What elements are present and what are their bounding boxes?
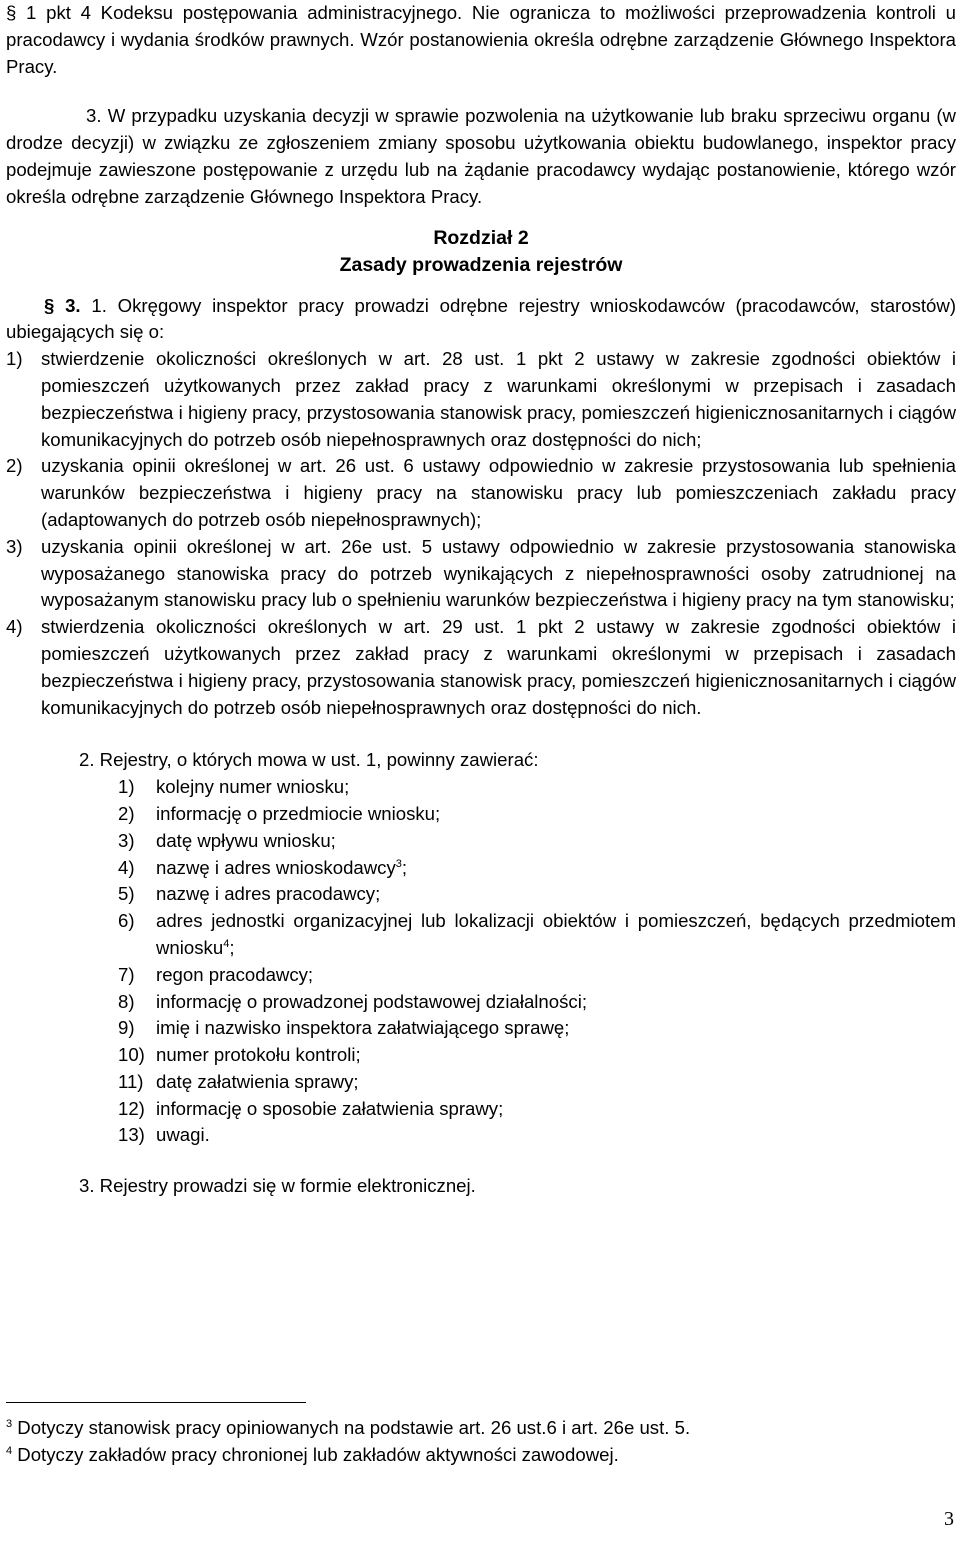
list-item-number: 2) [118, 802, 135, 824]
list-item-text: uzyskania opinii określonej w art. 26 ust. 6 ustawy odpowiednio w zakresie przystosowania lub spełnienia warunków bezpieczeństwa i higieny pracy na stanowisku pracy lub pomieszczeniach zakładu pracy (adaptowanych do potrzeb osób niepełnosprawnych); [41, 455, 956, 530]
footnote-3 [6, 1417, 690, 1439]
list-item-text: nazwę i adres wnioskodawcy [156, 856, 396, 878]
list-item [6, 614, 956, 721]
chapter-subtitle: Zasady prowadzenia rejestrów [339, 253, 623, 276]
list-item [118, 962, 956, 989]
list-item-number: 3) [118, 829, 135, 851]
list-item-text: adres jednostki organizacyjnej lub lokalizacji obiektów i pomieszczeń, będących przedmiotem wniosku [156, 910, 956, 958]
list-item-number: 10) [118, 1044, 145, 1066]
list-item [6, 453, 956, 533]
footnote-mark: 4 [6, 1445, 13, 1457]
list-item [118, 1122, 956, 1149]
footnote-4 [6, 1444, 619, 1466]
document-page [6, 0, 956, 1200]
registry-contents-list [6, 774, 956, 1149]
list-item-tail: ; [229, 936, 235, 958]
list-item-text: stwierdzenie okoliczności określonych w art. 28 ust. 1 pkt 2 ustawy w zakresie zgodności obiektów i pomieszczeń użytkowanych przez zakład pracy z warunkami określonymi w przepisach i zasadach bezpieczeństwa i higieny pracy, przystosowania stanowisk pracy, pomieszczeń higienicznosanitarnych i ciągów komunikacyjnych do potrzeb osób niepełnosprawnych oraz dostępności do nich; [41, 348, 956, 450]
list-item-number: 7) [118, 963, 135, 985]
list-item-number: 6) [118, 910, 135, 932]
intro-text: Okręgowy inspektor pracy prowadzi odrębne rejestry wnioskodawców (pracodawców, starostów) ubiegających się o: [6, 294, 957, 343]
footnote-separator [6, 1402, 306, 1403]
list-item-number: 2) [6, 455, 23, 477]
list-item-text: datę wpływu wniosku; [156, 829, 336, 851]
list-item-tail: ; [401, 856, 408, 878]
footnote-ref[interactable]: 3 [395, 857, 402, 870]
list-item-text: kolejny numer wniosku; [156, 776, 350, 798]
list-item-number: 4) [118, 856, 135, 878]
list-item-text: uwagi. [156, 1124, 210, 1146]
list-item-text: uzyskania opinii określonej w art. 26e ust. 5 ustawy odpowiednio w zakresie przystosowania stanowiska wyposażanego stanowiska pracy do potrzeb wynikających z niepełnosprawności osoby zatrudnionej na wyposażanym stanowisku pracy lub o spełnieniu warunków bezpieczeństwa i higieny pracy na tym stanowisku; [41, 535, 956, 611]
chapter-heading [6, 225, 956, 279]
list-item-text: regon pracodawcy; [156, 963, 314, 985]
list-item [118, 774, 956, 801]
footnote-text: Dotyczy zakładów pracy chronionej lub zakładów aktywności zawodowej. [12, 1444, 619, 1465]
paragraph-3: 3. W przypadku uzyskania decyzji w sprawie pozwolenia na użytkowanie lub braku sprzeciwu organu (w drodze decyzji) w związku ze zgłoszeniem zmiany sposobu użytkowania obiektu budowlanego, inspektor pracy podejmuje zawieszone postępowanie z urzędu lub na żądanie pracodawcy wydając postanowienie, którego wzór określa odrębne zarządzenie Głównego Inspektora Pracy. [6, 105, 956, 207]
list-item-number: 5) [118, 883, 135, 905]
applicant-registry-list [6, 346, 956, 721]
list-item-number: 1) [6, 348, 23, 370]
list-item [118, 881, 956, 908]
section-mark: § 3. [44, 294, 81, 316]
list-item-text: datę załatwienia sprawy; [156, 1070, 359, 1092]
list-item-text: informację o przedmiocie wniosku; [156, 802, 441, 824]
list-item [118, 908, 956, 962]
intro-number: 1. [91, 294, 107, 316]
list-item [118, 855, 956, 882]
list-item [118, 801, 956, 828]
list-item-text: nazwę i adres pracodawcy; [156, 883, 381, 905]
list-item-number: 8) [118, 990, 135, 1012]
list-item-text-wrap [156, 855, 956, 882]
list-item-number: 3) [6, 535, 23, 557]
list-item-number: 1) [118, 776, 135, 798]
top-paragraph: § 1 pkt 4 Kodeksu postępowania administracyjnego. Nie ogranicza to możliwości przeprowadzenia kontroli u pracodawcy i wydania środków prawnych. Wzór postanowienia określa odrębne zarządzenie Głównego Inspektora Pracy. [6, 2, 956, 77]
footnote-mark: 3 [6, 1418, 13, 1430]
list-item [118, 1015, 956, 1042]
paragraph-2: 2. Rejestry, o których mowa w ust. 1, powinny zawierać: [79, 749, 539, 771]
list-item-number: 9) [118, 1017, 135, 1039]
list-item [6, 534, 956, 614]
list-item-text-wrap [156, 908, 956, 962]
list-item-number: 12) [118, 1097, 145, 1119]
list-item-text: imię i nazwisko inspektora załatwiającego sprawę; [156, 1017, 570, 1039]
list-item [6, 346, 956, 453]
list-item [118, 1042, 956, 1069]
section-3-intro [6, 293, 956, 347]
list-item [118, 1069, 956, 1096]
list-item-text: informację o sposobie załatwienia sprawy; [156, 1097, 504, 1119]
chapter-title: Rozdział 2 [433, 226, 529, 249]
list-item-text: stwierdzenia okoliczności określonych w art. 29 ust. 1 pkt 2 ustawy w zakresie zgodności obiektów i pomieszczeń użytkowanych przez zakład pracy z warunkami określonymi w przepisach i zasadach bezpieczeństwa i higieny pracy, przystosowania stanowisk pracy, pomieszczeń higienicznosanitarnych i ciągów komunikacyjnych do potrzeb osób niepełnosprawnych oraz dostępności do nich. [41, 616, 956, 718]
list-item [118, 989, 956, 1016]
list-item-text: informację o prowadzonej podstawowej działalności; [156, 990, 587, 1012]
list-item-number: 4) [6, 616, 23, 638]
footnote-ref[interactable]: 4 [223, 937, 230, 950]
list-item-text: numer protokołu kontroli; [156, 1044, 361, 1066]
list-item [118, 1096, 956, 1123]
list-item-number: 11) [118, 1070, 144, 1092]
list-item-number: 13) [118, 1124, 145, 1146]
page-number: 3 [944, 1508, 954, 1530]
paragraph-3-electronic: 3. Rejestry prowadzi się w formie elektronicznej. [79, 1175, 476, 1197]
list-item [118, 828, 956, 855]
footnote-text: Dotyczy stanowisk pracy opiniowanych na podstawie art. 26 ust.6 i art. 26e ust. 5. [12, 1417, 691, 1438]
